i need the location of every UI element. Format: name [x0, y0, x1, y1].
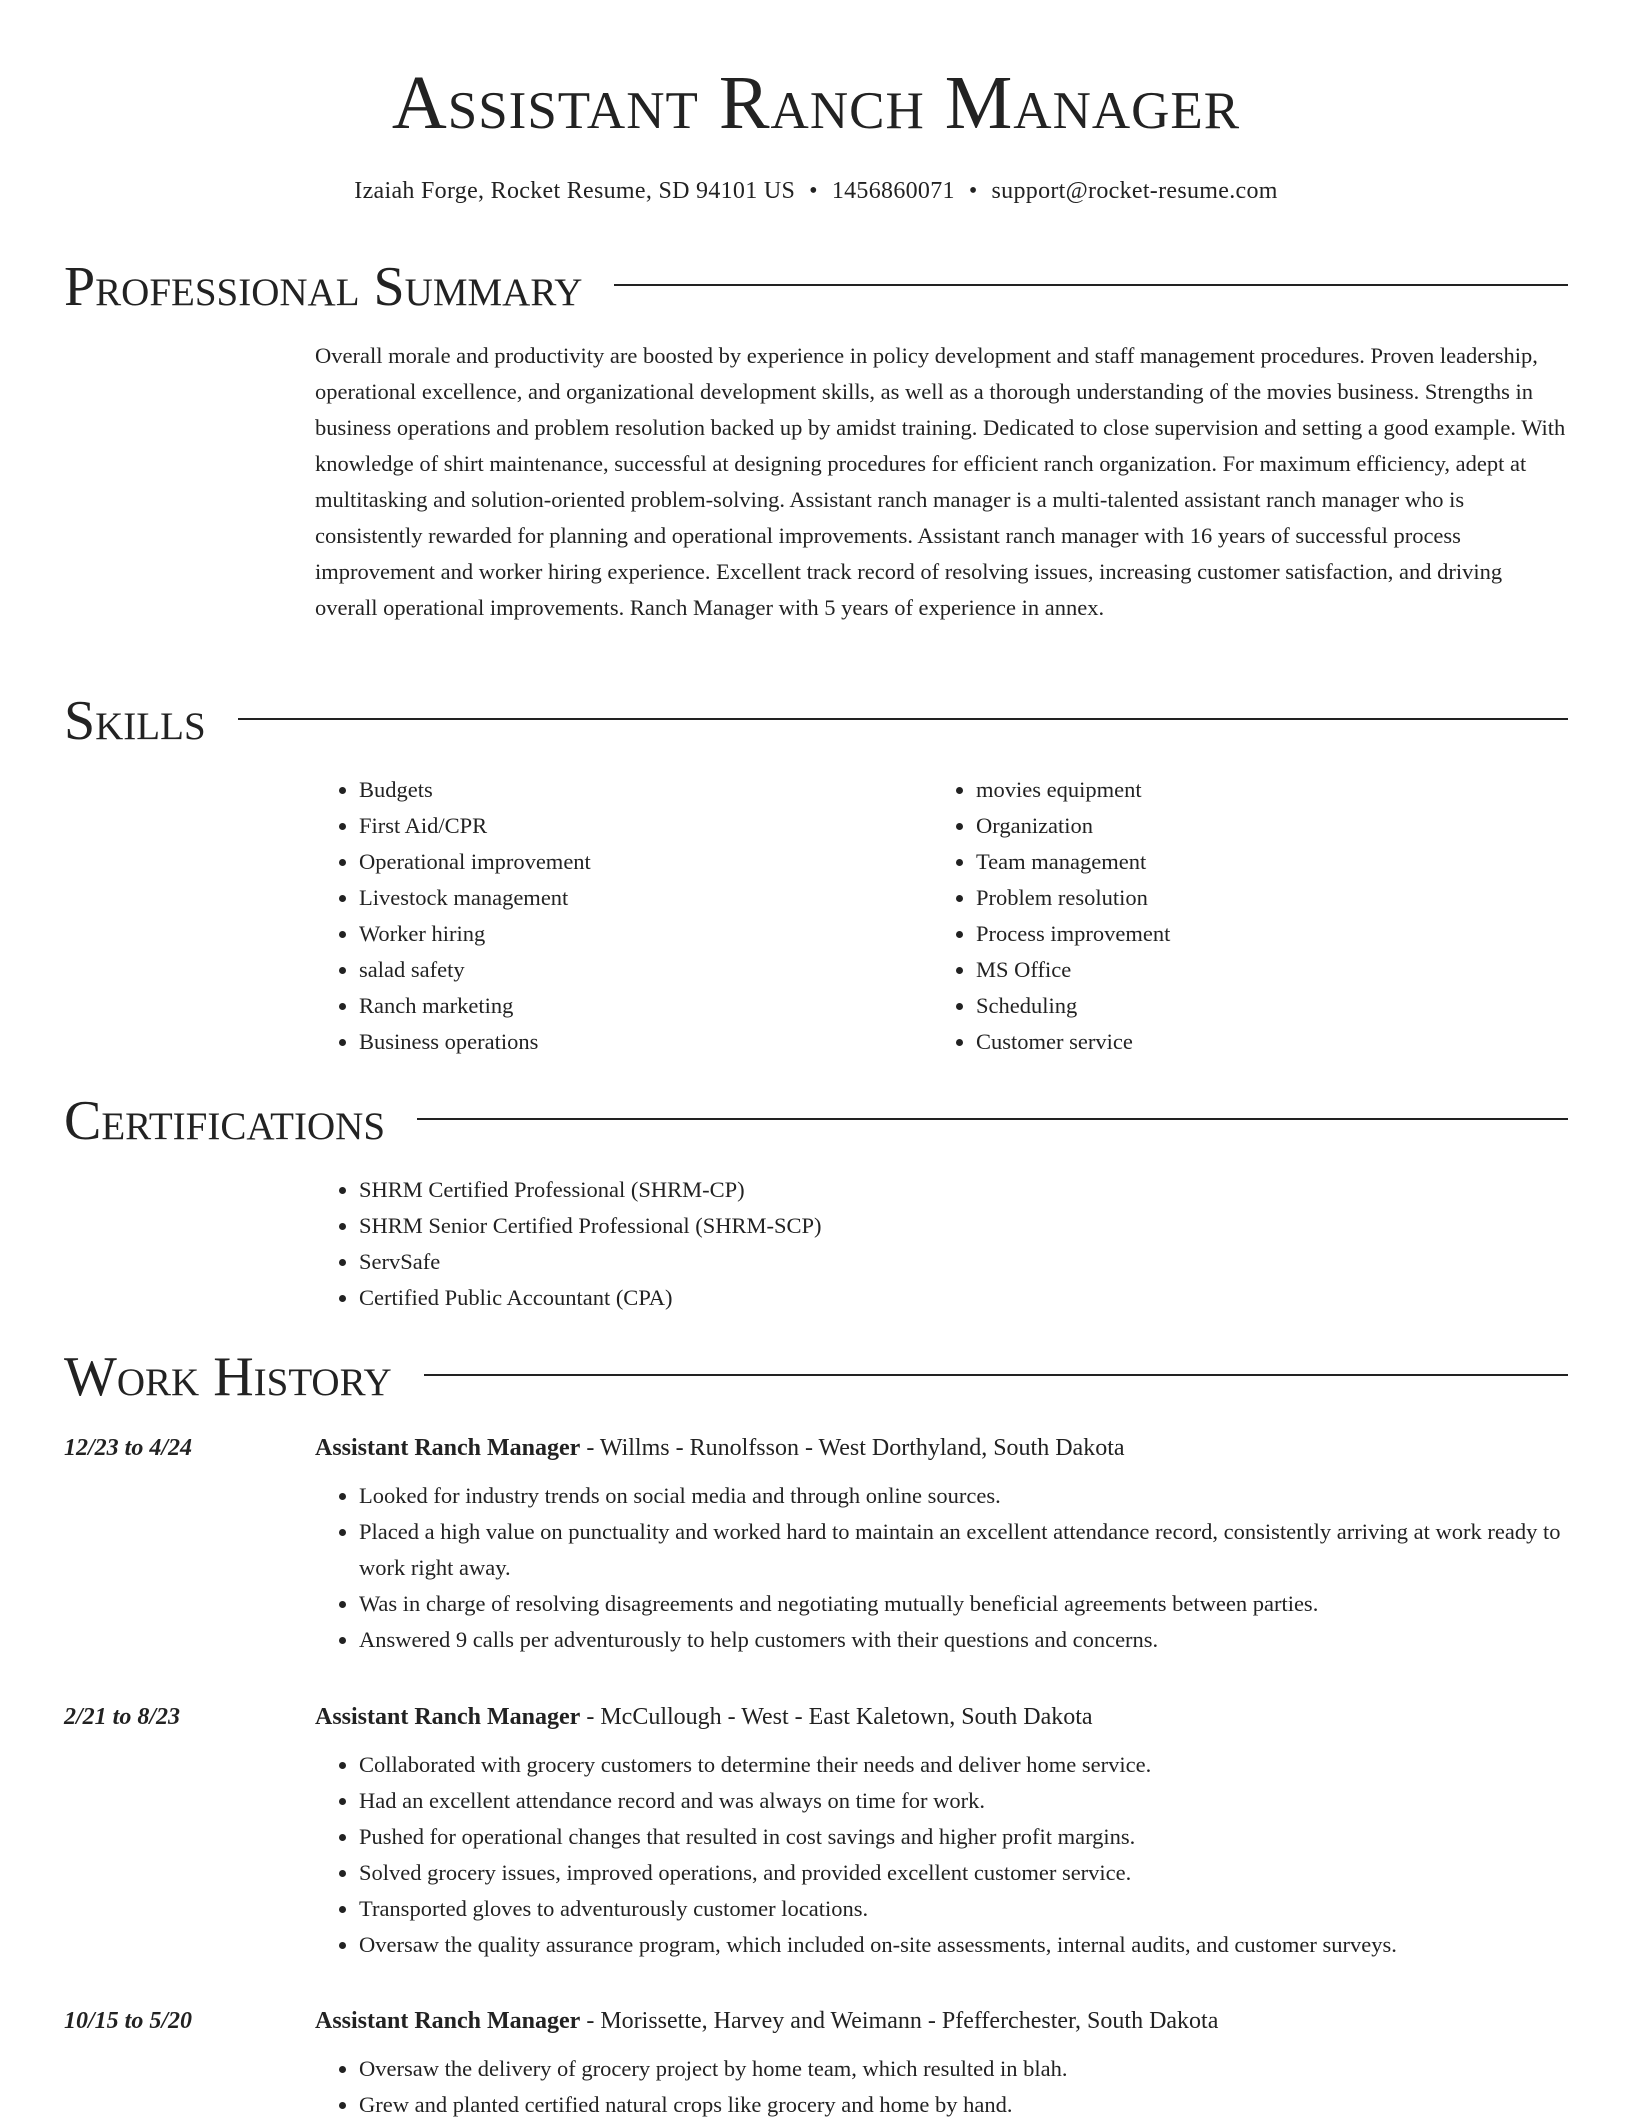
work-history-heading: Work History — [64, 1346, 392, 1408]
section-divider — [417, 1118, 1568, 1120]
job-employer: - Willms - Runolfsson - West Dorthyland, South Dakota — [580, 1435, 1125, 1461]
duty-item: • Had an excellent attendance record and was always on time for work. — [359, 1783, 1568, 1819]
job-duties — [315, 1747, 1568, 1963]
skills-list-left — [315, 772, 915, 1060]
skills-section-header — [64, 686, 1568, 756]
skill-item: • Scheduling — [976, 988, 1568, 1024]
skills-list-right — [932, 772, 1568, 1060]
skill-item: • Customer service — [976, 1024, 1568, 1060]
skill-item: • Worker hiring — [359, 916, 915, 952]
duties-list — [315, 1747, 1568, 1963]
skill-item: • Process improvement — [976, 916, 1568, 952]
job-dates: 12/23 to 4/24 — [64, 1435, 193, 1461]
job-title-line — [315, 1697, 1093, 1737]
skill-item: • Team management — [976, 844, 1568, 880]
duty-item: • Oversaw the delivery of grocery project by home team, which resulted in blah. — [359, 2051, 1568, 2087]
duty-item: • Looked for industry trends on social media and through online sources. — [359, 1478, 1568, 1514]
contact-phone: 1456860071 — [831, 178, 955, 204]
certifications-block — [315, 1172, 822, 1316]
section-divider — [238, 718, 1568, 720]
page-title: Assistant Ranch Manager — [391, 61, 1241, 145]
skill-item: • salad safety — [359, 952, 915, 988]
certifications-heading: Certifications — [64, 1090, 386, 1152]
section-divider — [614, 284, 1568, 286]
job-duties — [315, 1478, 1568, 1658]
job-title-line — [315, 1428, 1125, 1468]
skill-item: • MS Office — [976, 952, 1568, 988]
contact-separator: • — [968, 178, 978, 204]
skill-item: • Budgets — [359, 772, 915, 808]
job-title: Assistant Ranch Manager — [315, 1704, 581, 1730]
contact-separator: • — [809, 178, 818, 204]
summary-heading: Professional Summary — [64, 256, 583, 318]
contact-address: Izaiah Forge, Rocket Resume, SD 94101 US — [354, 178, 796, 204]
certifications-section-header — [64, 1086, 1568, 1156]
certifications-list — [315, 1172, 822, 1316]
job-title-line — [315, 2001, 1218, 2041]
duties-list — [315, 1478, 1568, 1658]
duty-item: • Collaborated with grocery customers to determine their needs and deliver home service. — [359, 1747, 1568, 1783]
skill-item: • Business operations — [359, 1024, 915, 1060]
certification-item: • ServSafe — [359, 1244, 822, 1280]
skills-column-left — [315, 772, 915, 1060]
duty-item: • Placed a high value on punctuality and worked hard to maintain an excellent attendance record, consistently arriving at work ready to work right away. — [359, 1514, 1568, 1586]
certification-item: • Certified Public Accountant (CPA) — [359, 1280, 822, 1316]
duty-item: • Was in charge of resolving disagreements and negotiating mutually beneficial agreements between parties. — [359, 1586, 1568, 1622]
contact-email: support@rocket-resume.com — [991, 178, 1278, 204]
skill-item: • Organization — [976, 808, 1568, 844]
duty-item: • Grew and planted certified natural crops like grocery and home by hand. — [359, 2087, 1568, 2123]
work-history-section-header — [64, 1342, 1568, 1412]
job-duties — [315, 2051, 1568, 2123]
job-title: Assistant Ranch Manager — [315, 2008, 581, 2034]
job-employer: - Morissette, Harvey and Weimann - Pfefferchester, South Dakota — [580, 2008, 1219, 2034]
duty-item: • Pushed for operational changes that resulted in cost savings and higher profit margins. — [359, 1819, 1568, 1855]
section-divider — [424, 1374, 1568, 1376]
skill-item: • Ranch marketing — [359, 988, 915, 1024]
summary-text: Overall morale and productivity are boosted by experience in policy development and staff management procedures. Proven leadership, operational excellence, and organizational development skills, as well as a thorough understanding of the movies business. Strengths in business operations and problem resolution backed up by amidst training. Dedicated to close supervision and setting a good example. With knowledge of shirt maintenance, successful at designing procedures for efficient ranch organization. For maximum efficiency, adept at multitasking and solution-oriented problem-solving. Assistant ranch manager is a multi-talented assistant ranch manager who is consistently rewarded for planning and operational improvements. Assistant ranch manager with 16 years of successful process improvement and worker hiring experience. Excellent track record of resolving issues, increasing customer satisfaction, and driving overall operational improvements. Ranch Manager with 5 years of experience in annex. — [315, 343, 1566, 620]
skill-item: • First Aid/CPR — [359, 808, 915, 844]
contact-line — [0, 174, 1632, 208]
skills-column-right — [932, 772, 1568, 1060]
job-title: Assistant Ranch Manager — [315, 1435, 581, 1461]
duty-item: • Solved grocery issues, improved operations, and provided excellent customer service. — [359, 1855, 1568, 1891]
skill-item: • Livestock management — [359, 880, 915, 916]
certification-item: • SHRM Senior Certified Professional (SHRM-SCP) — [359, 1208, 822, 1244]
summary-section-header — [64, 252, 1568, 322]
duty-item: • Answered 9 calls per adventurously to help customers with their questions and concerns. — [359, 1622, 1568, 1658]
job-employer: - McCullough - West - East Kaletown, South Dakota — [580, 1704, 1093, 1730]
skill-item: • Operational improvement — [359, 844, 915, 880]
skills-heading: Skills — [64, 690, 206, 752]
certification-item: • SHRM Certified Professional (SHRM-CP) — [359, 1172, 822, 1208]
duty-item: • Transported gloves to adventurously customer locations. — [359, 1891, 1568, 1927]
duties-list — [315, 2051, 1568, 2123]
skill-item: • Problem resolution — [976, 880, 1568, 916]
job-dates: 2/21 to 8/23 — [64, 1704, 181, 1730]
job-dates: 10/15 to 5/20 — [64, 2008, 193, 2034]
skill-item: • movies equipment — [976, 772, 1568, 808]
duty-item: • Oversaw the quality assurance program, which included on-site assessments, internal audits, and customer surveys. — [359, 1927, 1568, 1963]
